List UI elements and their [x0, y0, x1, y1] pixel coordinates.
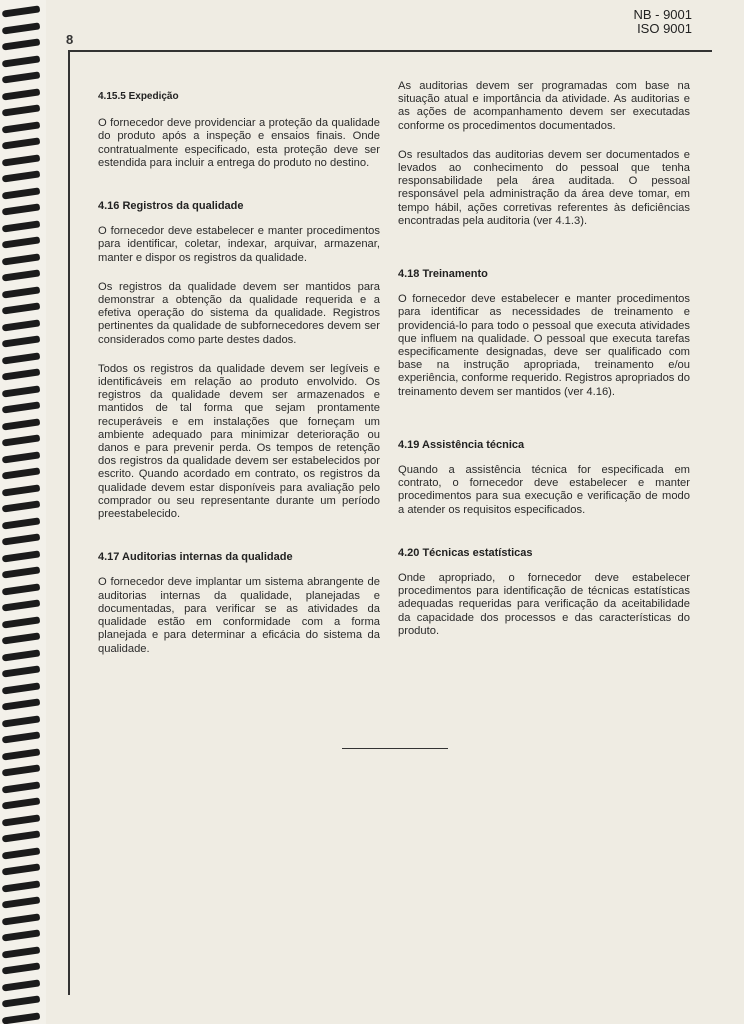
spiral-coil [2, 995, 41, 1007]
spiral-coil [2, 71, 41, 83]
left-column [98, 90, 380, 672]
paragraph: Os registros da qualidade devem ser mantidos para demonstrar a obtenção da qualidade requerida e a efetiva operação do sistema da qualidade. Registros pertinentes da qualidade de subfornecedores devem ser considerados como parte destes dados. [98, 280, 380, 346]
spiral-coil [2, 566, 41, 578]
spiral-coil [2, 896, 41, 908]
paragraph: O fornecedor deve estabelecer e manter procedimentos para identificar as necessidades de treinamento e providenciá-lo para todo o pessoal que executa atividades que influem na qualidade. O pessoal que executa tarefas especificamente designadas, deve ser qualificado com base na instrução apropriada, treinamento e/ou experiência, conforme requerido. Registros apropriados do treinamento devem ser mantidos (ver 4.16). [398, 293, 690, 398]
spiral-coil [2, 319, 41, 331]
heading-4-19: 4.19 Assistência técnica [398, 438, 525, 451]
spiral-coil [2, 797, 41, 809]
spiral-coil [2, 5, 41, 17]
spiral-coil [2, 220, 41, 232]
spiral-coil [2, 748, 41, 760]
spiral-coil [2, 962, 41, 974]
standard-code-nb: NB - 9001 [633, 7, 692, 22]
left-rule [68, 50, 70, 995]
spiral-coil [2, 253, 41, 265]
spiral-coil [2, 533, 41, 545]
spiral-coil [2, 665, 41, 677]
spiral-coil [2, 814, 41, 826]
spiral-coil [2, 698, 41, 710]
spiral-coil [2, 302, 41, 314]
spiral-coil [2, 335, 41, 347]
standard-code-iso: ISO 9001 [637, 21, 692, 36]
spiral-coil [2, 913, 41, 925]
end-rule [342, 748, 448, 749]
spiral-binding [0, 0, 46, 1024]
spiral-coil [2, 418, 41, 430]
paragraph: Todos os registros da qualidade devem ser legíveis e identificáveis em relação ao produto envolvido. Os registros da qualidade devem ser armazenados e mantidos de tal forma que sejam prontamente recuperáveis e em instalações que forneçam um ambiente adequado para minimizar deterioração ou danos e para prevenir perda. Os tempos de retenção dos registros da qualidade devem ser estabelecidos por escrito. Quando acordado em contrato, os registros da qualidade devem estar disponíveis para avaliação pelo comprador ou seu representante durante um período preestabelecido. [98, 362, 380, 521]
spiral-coil [2, 187, 41, 199]
heading-4-20: 4.20 Técnicas estatísticas [398, 546, 533, 559]
spiral-coil [2, 88, 41, 100]
page-number: 8 [66, 32, 74, 47]
spiral-coil [2, 121, 41, 133]
spiral-coil [2, 847, 41, 859]
right-column [398, 80, 690, 654]
paragraph: O fornecedor deve implantar um sistema abrangente de auditorias internas da qualidade, planejadas e documentadas, para verificar se as atividades da qualidade estão em conformidade com a forma planejada e para determinar a eficácia do sistema da qualidade. [98, 576, 380, 655]
spiral-coil [2, 929, 41, 941]
spiral-coil [2, 170, 41, 182]
paragraph: As auditorias devem ser programadas com base na situação atual e importância da atividade. As auditorias e as ações de acompanhamento devem ser executadas conforme os procedimentos documentados. [398, 80, 690, 132]
spiral-coil [2, 401, 41, 413]
spiral-coil [2, 781, 41, 793]
top-rule [68, 50, 712, 52]
spiral-coil [2, 517, 41, 529]
paragraph: Quando a assistência técnica for especificada em contrato, o fornecedor deve estabelecer e manter procedimentos para sua execução e verificação de modo a atender os requisitos especificados. [398, 464, 690, 516]
heading-4-16: 4.16 Registros da qualidade [98, 200, 244, 213]
spiral-coil [2, 649, 41, 661]
paragraph: Onde apropriado, o fornecedor deve estabelecer procedimentos para identificação de técnicas estatísticas adequadas requeridas para verificação da aceitabilidade da capacidade dos processos e das características do produto. [398, 572, 690, 637]
spiral-coil [2, 368, 41, 380]
paragraph: Os resultados das auditorias devem ser documentados e levados ao conhecimento do pessoal que tenha responsabilidade pela área auditada. O pessoal responsável pela administração da área deve tomar, em tempo hábil, ações corretivas referentes às deficiências encontradas pela auditoria (ver 4.1.3). [398, 148, 690, 227]
spiral-coil [2, 880, 41, 892]
spiral-coil [2, 385, 41, 397]
spiral-coil [2, 434, 41, 446]
spiral-coil [2, 104, 41, 116]
spiral-coil [2, 583, 41, 595]
heading-4-18: 4.18 Treinamento [398, 268, 488, 281]
spiral-coil [2, 38, 41, 50]
spiral-coil [2, 616, 41, 628]
spiral-coil [2, 863, 41, 875]
spiral-coil [2, 467, 41, 479]
spiral-coil [2, 137, 41, 149]
spiral-coil [2, 946, 41, 958]
spiral-coil [2, 236, 41, 248]
heading-4-15-5: 4.15.5 Expedição [98, 91, 179, 102]
spiral-coil [2, 682, 41, 694]
spiral-coil [2, 451, 41, 463]
spiral-coil [2, 203, 41, 215]
heading-4-17: 4.17 Auditorias internas da qualidade [98, 551, 293, 564]
spiral-coil [2, 484, 41, 496]
paragraph: O fornecedor deve providenciar a proteção da qualidade do produto após a inspeção e ensaios finais. Onde contratualmente especificado, esta proteção deve ser estendida para incluir a entrega do produto no destino. [98, 117, 380, 169]
paragraph: O fornecedor deve estabelecer e manter procedimentos para identificar, coletar, indexar, arquivar, armazenar, manter e dispor os registros da qualidade. [98, 225, 380, 264]
spiral-coil [2, 55, 41, 67]
spiral-coil [2, 1012, 41, 1024]
spiral-coil [2, 286, 41, 298]
spiral-coil [2, 599, 41, 611]
spiral-coil [2, 154, 41, 166]
spiral-coil [2, 731, 41, 743]
spiral-coil [2, 352, 41, 364]
standard-code [633, 8, 692, 36]
spiral-coil [2, 550, 41, 562]
spiral-coil [2, 632, 41, 644]
spiral-coil [2, 979, 41, 991]
spiral-coil [2, 764, 41, 776]
spiral-coil [2, 22, 41, 34]
spiral-coil [2, 830, 41, 842]
spiral-coil [2, 715, 41, 727]
spiral-coil [2, 500, 41, 512]
spiral-coil [2, 269, 41, 281]
